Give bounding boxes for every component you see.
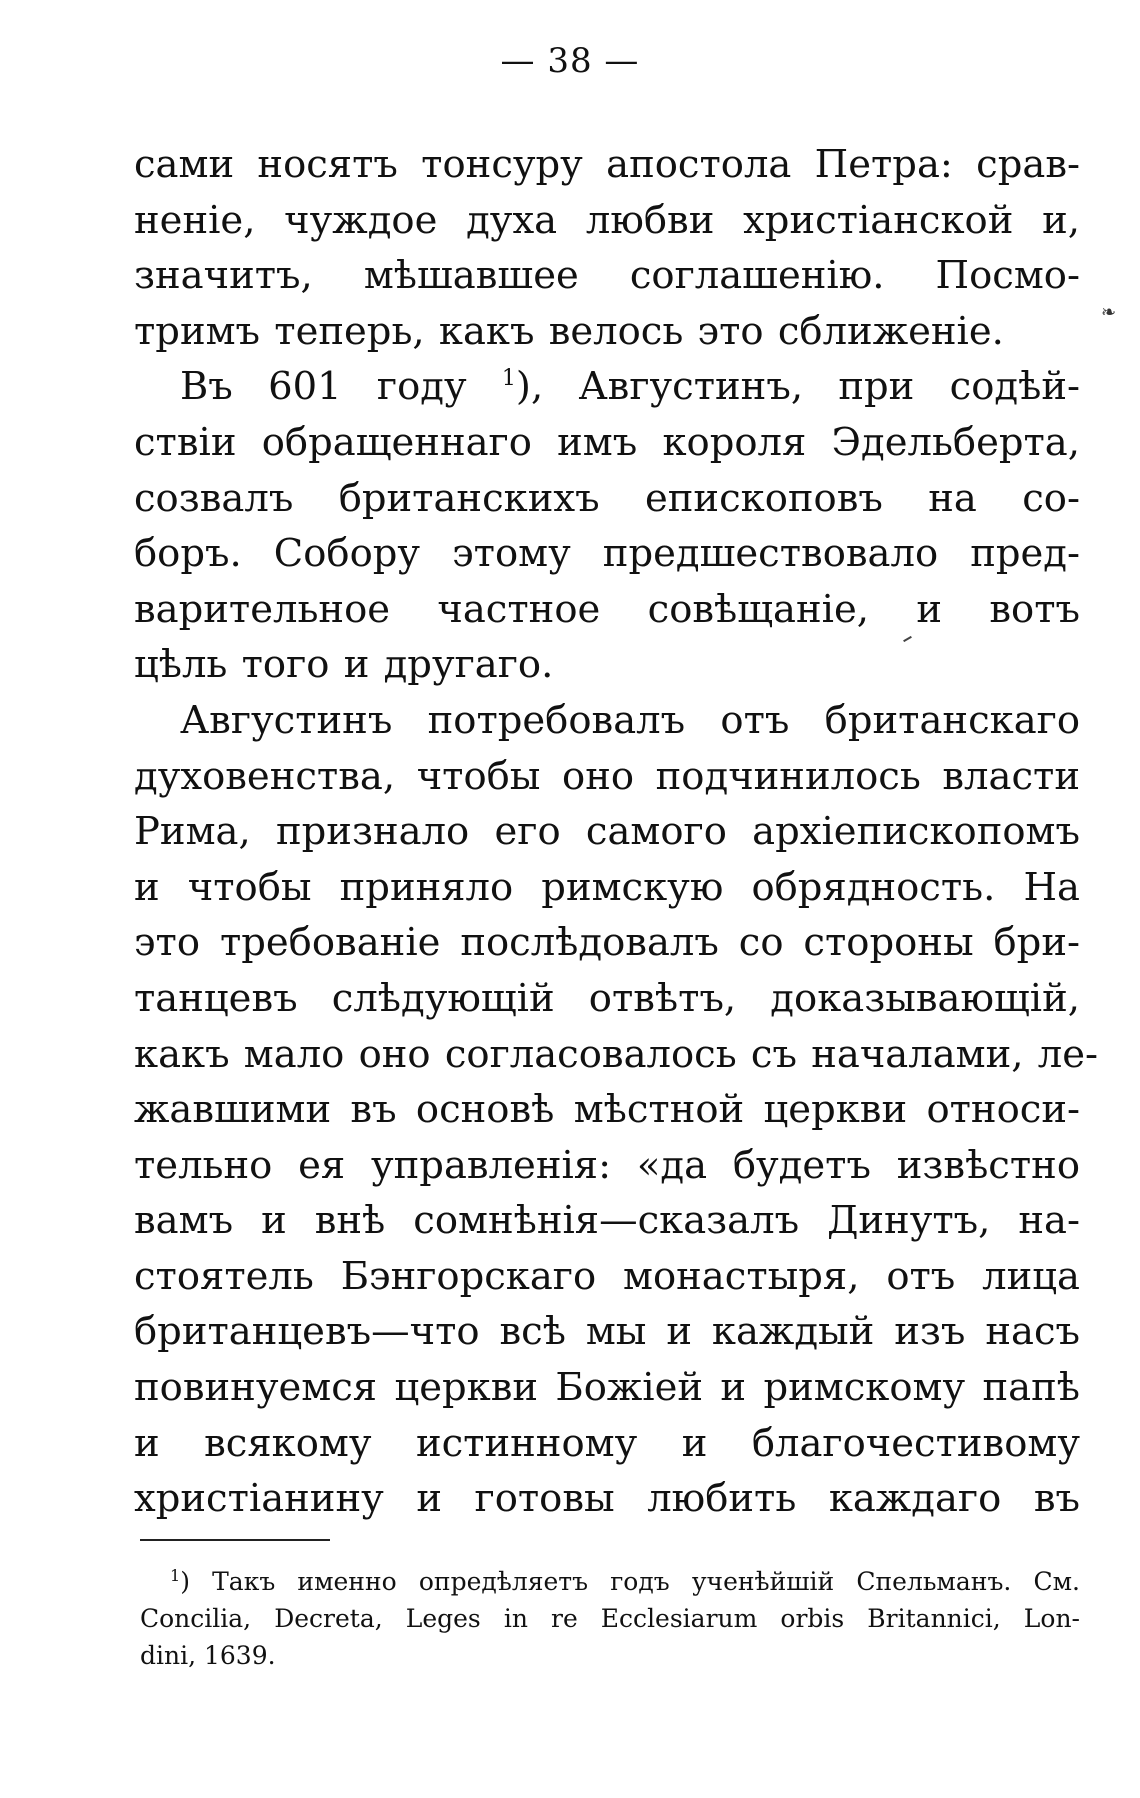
text-line: созвалъ британскихъ епископовъ на со- — [134, 475, 1080, 521]
text-line: сами носятъ тонсуру апостола Петра: срав- — [134, 142, 1080, 187]
text-line-start: Въ 601 году — [180, 364, 467, 410]
text-line: и всякому истинному и благочестивому — [134, 1420, 1080, 1466]
footnote-line — [140, 1563, 1080, 1600]
text-line: стоятель Бэнгорскаго монастыря, отъ лица — [134, 1253, 1080, 1299]
footnote — [140, 1563, 1080, 1674]
text-line: и чтобы приняло римскую обрядность. На — [134, 864, 1080, 910]
ink-speck-icon: ❧ — [1101, 302, 1117, 323]
text-line: Рима, признало его самого архіепископомъ — [134, 809, 1080, 855]
text-line: неніе, чуждое духа любви христіанской и, — [134, 197, 1080, 243]
footnote-divider — [140, 1539, 330, 1541]
text-line: боръ. Собору этому предшествовало пред- — [134, 531, 1080, 577]
text-line: цѣль того и другаго. — [134, 642, 554, 688]
text-line: значитъ, мѣшавшее соглашенію. Посмо- — [134, 253, 1080, 299]
text-line: варительное частное совѣщаніе, и вотъ — [134, 586, 1080, 632]
text-line: повинуемся церкви Божіей и римскому папѣ — [134, 1365, 1080, 1411]
text-line: это требованіе послѣдовалъ со стороны бри- — [134, 920, 1080, 966]
text-line: тельно ея управленія: «да будетъ извѣстно — [134, 1142, 1080, 1188]
footnote-marker: 1 — [170, 1566, 181, 1585]
text-line: вамъ и внѣ сомнѣнія—сказалъ Динутъ, на- — [134, 1198, 1080, 1244]
body-text — [134, 137, 1098, 1527]
text-line: Августинъ потребовалъ отъ британскаго — [180, 697, 1080, 743]
footnote-line: dini, 1639. — [140, 1641, 276, 1670]
text-line: духовенства, чтобы оно подчинилось власти — [134, 753, 1080, 799]
text-line: христіанину и готовы любить каждаго въ — [134, 1476, 1080, 1522]
text-line: танцевъ слѣдующій отвѣтъ, доказывающій, — [134, 975, 1080, 1021]
text-line: какъ мало оно согласовалось съ началами, ле- — [134, 1031, 1098, 1077]
text-line: британцевъ—что всѣ мы и каждый изъ насъ — [134, 1309, 1080, 1355]
text-line-continuation: ), Августинъ, при содѣй- — [515, 364, 1080, 410]
page-number: — 38 — — [500, 41, 640, 81]
text-line: жавшими въ основѣ мѣстной церкви относи- — [134, 1087, 1080, 1133]
text-line-with-footnote — [134, 359, 1080, 415]
footnote-line-text: ) Такъ именно опредѣляетъ годъ ученѣйшій Спельманъ. См. — [180, 1567, 1080, 1596]
footnote-line: Concilia, Decreta, Leges in re Ecclesiarum orbis Britannici, Lon- — [140, 1604, 1080, 1633]
footnote-reference[interactable]: 1 — [501, 366, 516, 392]
text-line: ствіи обращеннаго имъ короля Эдельберта, — [134, 419, 1080, 465]
text-line: тримъ теперь, какъ велось это сближеніе. — [134, 308, 1004, 354]
